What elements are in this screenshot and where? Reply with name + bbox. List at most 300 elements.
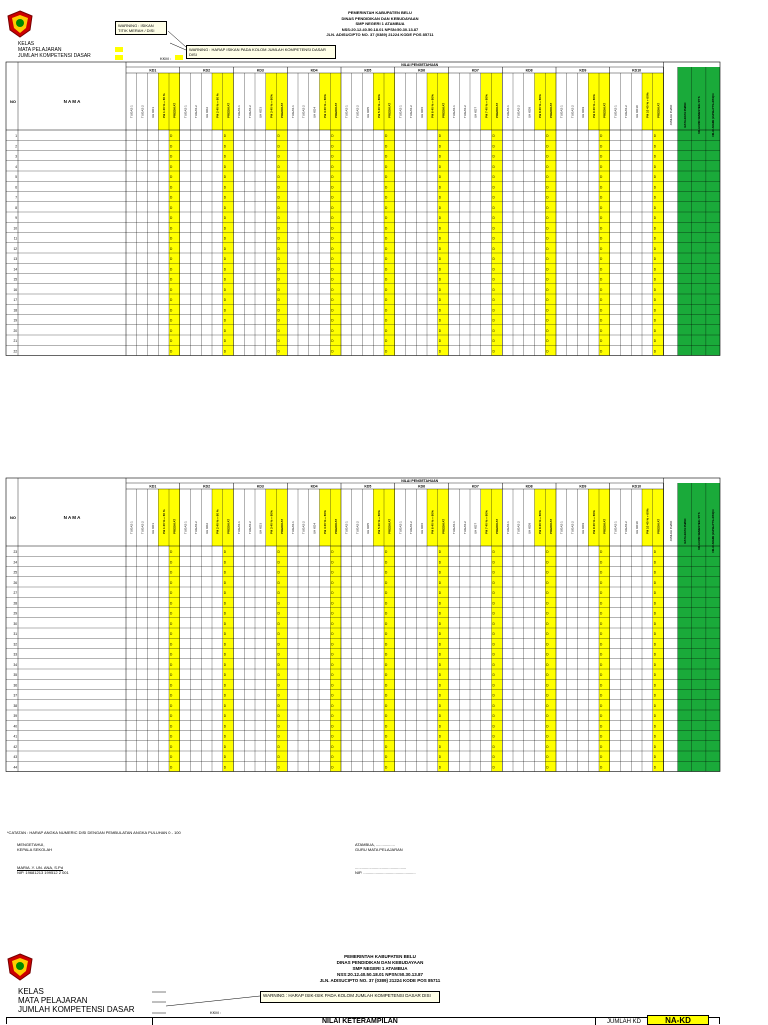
row-number: 44 [13,765,17,770]
sub-header: PREDIKAT [387,102,392,118]
predikat-cell: D [600,560,603,565]
sub-header: PREDIKAT [602,102,607,118]
predikat-cell: D [331,144,334,149]
predikat-cell: D [170,226,173,231]
sub-header: TUGAS 1 [613,521,618,534]
predikat-cell: D [492,134,495,139]
predikat-cell: D [223,195,227,200]
predikat-cell: D [385,673,388,678]
predikat-cell: D [653,226,657,231]
predikat-cell: D [223,570,227,575]
header-line-3: SMP NEGERI 1 ATAMBUA [355,21,405,26]
predikat-cell: D [331,570,334,575]
header-line-4: NSS:20.12.40.50.18.01 NPSN:50.30.13.87 [341,26,419,32]
row-number: 7 [15,195,17,200]
row-number: 11 [13,236,17,241]
predikat-cell: D [653,328,657,333]
predikat-cell: D [170,154,173,159]
sub-header: UH KD2 [204,106,209,118]
row-number: 1 [15,134,17,139]
row-number: 36 [13,683,17,688]
sub-header: PREDIKAT [226,102,231,118]
predikat-cell: D [546,308,549,313]
sub-header: TUGAS 2 [624,105,629,118]
predikat-cell: D [170,601,173,606]
sub-header: TUGAS 1 [398,105,403,118]
predikat-cell: D [653,621,657,626]
kd-header: KD4 [310,484,318,489]
predikat-cell: D [170,560,173,565]
predikat-cell: D [546,580,549,585]
row-number: 18 [13,308,17,313]
row-number: 4 [15,164,17,169]
predikat-cell: D [653,714,657,719]
predikat-cell: D [438,144,442,149]
predikat-cell: D [331,205,334,210]
predikat-cell: D [331,673,334,678]
predikat-cell: D [331,580,334,585]
predikat-cell: D [653,570,657,575]
predikat-cell: D [438,580,442,585]
predikat-cell: D [653,662,657,667]
no-header: NO [10,515,16,520]
sub-header: TUGAS 1 [613,105,618,118]
predikat-cell: D [331,308,334,313]
row-number: 16 [13,287,17,292]
predikat-cell: D [653,673,657,678]
predikat-cell: D [438,591,442,596]
predikat-cell: D [331,744,334,749]
sub-header: TUGAS 2 [301,105,306,118]
sub-header: PREDIKAT [172,518,177,534]
predikat-cell: D [170,591,173,596]
predikat-cell: D [170,611,173,616]
predikat-cell: D [170,621,173,626]
predikat-cell: D [600,277,603,282]
predikat-cell: D [492,195,495,200]
predikat-cell: D [653,308,657,313]
predikat-cell: D [600,703,603,708]
sub-header: UH KD8 [527,106,532,118]
predikat-cell: D [277,734,280,739]
predikat-cell: D [385,236,388,241]
row-number: 38 [13,703,17,708]
sub-header: TUGAS 1 [237,521,242,534]
predikat-cell: D [438,550,442,555]
predikat-cell: D [492,226,495,231]
predikat-cell: D [600,164,603,169]
kd-header: KD2 [203,68,211,73]
predikat-cell: D [385,611,388,616]
predikat-cell: D [170,185,173,190]
predikat-cell: D [277,765,280,770]
predikat-cell: D [277,298,280,303]
sub-header: PH 10 40 % + 60% [645,508,650,534]
predikat-cell: D [331,591,334,596]
predikat-cell: D [653,257,657,262]
predikat-cell: D [492,550,495,555]
sub-header: PH 3 40 % + 60% [269,94,274,118]
predikat-cell: D [438,349,442,354]
predikat-cell: D [170,673,173,678]
predikat-cell: D [492,765,495,770]
sub-header: TUGAS 2 [409,105,414,118]
predikat-cell: D [223,601,227,606]
predikat-cell: D [546,755,549,760]
predikat-cell: D [170,205,173,210]
predikat-cell: D [600,642,603,647]
predikat-cell: D [170,277,173,282]
sub-header: PREDIKAT [333,518,338,534]
label-kkm-2: KKM : [210,1010,221,1015]
predikat-cell: D [600,734,603,739]
predikat-cell: D [546,318,549,323]
predikat-cell: D [223,765,227,770]
predikat-cell: D [331,724,334,729]
sub-header: TUGAS 2 [140,105,145,118]
row-number: 31 [13,632,17,637]
predikat-cell: D [438,611,442,616]
predikat-cell: D [223,216,227,221]
predikat-cell: D [385,185,388,190]
predikat-cell: D [492,339,495,344]
predikat-cell: D [223,328,227,333]
predikat-cell: D [546,339,549,344]
warning-bottom-text: WARNING : HARAP ISIK-ISIK PADA KOLOM JUMLAH KOMPETENSI DASAR DISI [263,993,431,998]
predikat-cell: D [385,205,388,210]
sub-header: UH KD9 [581,106,586,118]
kd-header: KD3 [256,68,264,73]
row-number: 39 [13,714,17,719]
row-number: 13 [13,257,17,262]
predikat-cell: D [653,560,657,565]
predikat-cell: D [385,349,388,354]
predikat-cell: D [170,755,173,760]
predikat-cell: D [277,246,280,251]
predikat-cell: D [600,257,603,262]
predikat-cell: D [600,611,603,616]
predikat-cell: D [600,339,603,344]
predikat-cell: D [331,226,334,231]
sub-header: TUGAS 1 [559,105,564,118]
predikat-cell: D [653,175,657,180]
predikat-cell: D [653,318,657,323]
nama-header: N A M A [63,99,81,104]
summary-header: NILAI AKHIR (2xPH+PTS+PAS)/4 [711,509,716,553]
sub-header: UH KD10 [634,105,639,118]
predikat-cell: D [170,349,173,354]
predikat-cell: D [546,601,549,606]
sub-header: PH 10 40 % + 60% [645,92,650,118]
predikat-cell: D [546,591,549,596]
predikat-cell: D [170,765,173,770]
predikat-cell: D [653,693,657,698]
predikat-cell: D [600,328,603,333]
predikat-cell: D [385,744,388,749]
predikat-cell: D [438,632,442,637]
predikat-cell: D [277,308,280,313]
row-number: 24 [13,560,17,565]
predikat-cell: D [223,298,227,303]
sub-header: PREDIKAT [387,518,392,534]
predikat-cell: D [277,755,280,760]
predikat-cell: D [492,632,495,637]
summary-header: NILAI MID SEMESTER / PTS [697,512,702,550]
predikat-cell: D [170,693,173,698]
predikat-cell: D [600,662,603,667]
predikat-cell: D [600,580,603,585]
predikat-cell: D [546,765,549,770]
predikat-cell: D [653,154,657,159]
predikat-cell: D [492,703,495,708]
predikat-cell: D [653,642,657,647]
predikat-cell: D [385,550,388,555]
predikat-cell: D [653,246,657,251]
sub-header: PH 1 40 % + 60 % [161,509,166,534]
sub-header: TUGAS 2 [355,105,360,118]
sub-header: TUGAS 1 [129,105,134,118]
row-number: 2 [15,144,17,149]
sub-header: UH KD3 [258,106,263,118]
predikat-cell: D [438,267,442,272]
label-mapel-2: MATA PELAJARAN [18,996,88,1005]
sub-header: PH 7 40 % + 60% [484,510,489,534]
predikat-cell: D [223,236,227,241]
sub-header: TUGAS 2 [570,521,575,534]
predikat-cell: D [438,236,442,241]
predikat-cell: D [438,755,442,760]
predikat-cell: D [653,339,657,344]
predikat-cell: D [600,287,603,292]
predikat-cell: D [277,662,280,667]
predikat-cell: D [492,349,495,354]
sub-header: PREDIKAT [656,518,661,534]
predikat-cell: D [223,693,227,698]
predikat-cell: D [385,693,388,698]
predikat-cell: D [492,154,495,159]
predikat-cell: D [277,652,280,657]
predikat-cell: D [653,652,657,657]
predikat-cell: D [385,298,388,303]
sub-header: PH 7 40 % + 60% [484,94,489,118]
sub-header: PH 2 40 % + 60 % [215,509,220,534]
predikat-cell: D [653,755,657,760]
predikat-cell: D [438,318,442,323]
predikat-cell: D [170,287,173,292]
predikat-cell: D [653,287,657,292]
predikat-cell: D [223,175,227,180]
predikat-cell: D [170,652,173,657]
predikat-cell: D [223,257,227,262]
kd-header: KD7 [471,68,479,73]
predikat-cell: D [438,164,442,169]
predikat-cell: D [223,349,227,354]
summary-header: JUMLAH PH/KD [668,104,673,126]
predikat-cell: D [385,662,388,667]
sub-header: TUGAS 1 [559,521,564,534]
predikat-cell: D [600,673,603,678]
predikat-cell: D [277,570,280,575]
predikat-cell: D [492,621,495,626]
kd-header: KD1 [149,484,157,489]
row-number: 14 [13,267,17,272]
predikat-cell: D [223,550,227,555]
predikat-cell: D [653,349,657,354]
predikat-cell: D [223,164,227,169]
sub-header: TUGAS 2 [462,105,467,118]
predikat-cell: D [492,570,495,575]
predikat-cell: D [492,308,495,313]
predikat-cell: D [277,580,280,585]
sub-header: PH 5 40 % + 60% [376,510,381,534]
predikat-cell: D [277,236,280,241]
predikat-cell: D [653,683,657,688]
predikat-cell: D [546,703,549,708]
predikat-cell: D [277,621,280,626]
predikat-cell: D [546,164,549,169]
predikat-cell: D [223,277,227,282]
predikat-cell: D [277,287,280,292]
sub-header: PREDIKAT [602,518,607,534]
sub-header: PREDIKAT [280,102,285,118]
predikat-cell: D [600,693,603,698]
row-number: 20 [13,328,17,333]
predikat-cell: D [546,662,549,667]
predikat-cell: D [331,632,334,637]
nilai-pengetahuan-title: NILAI PENGETAHUAN [401,62,439,67]
predikat-cell: D [331,662,334,667]
sub-header: UH KD4 [312,522,317,534]
predikat-cell: D [385,175,388,180]
sub-header: UH KD8 [527,522,532,534]
na-kd-label: NA-KD [647,1015,709,1025]
sub-header: PREDIKAT [280,518,285,534]
predikat-cell: D [438,652,442,657]
row-number: 26 [13,580,17,585]
guru-name: .............................................. [355,865,407,870]
predikat-cell: D [653,734,657,739]
row-number: 25 [13,570,17,575]
predikat-cell: D [492,298,495,303]
predikat-cell: D [223,205,227,210]
sub-header: TUGAS 2 [516,105,521,118]
header2-line-1: PEMERINTAH KABUPATEN BELU [344,954,416,959]
kd-header: KD8 [525,484,533,489]
row-number: 17 [13,298,17,303]
predikat-cell: D [546,134,549,139]
sub-header: TUGAS 2 [247,521,252,534]
predikat-cell: D [546,287,549,292]
sub-header: TUGAS 2 [194,521,199,534]
predikat-cell: D [170,267,173,272]
predikat-cell: D [492,642,495,647]
kepala-name: MARIA .Y. UN. ANA, S.Pd [17,865,63,870]
kd-header: KD5 [364,68,372,73]
predikat-cell: D [385,154,388,159]
predikat-cell: D [331,652,334,657]
predikat-cell: D [492,755,495,760]
predikat-cell: D [277,175,280,180]
sub-header: PH 9 40 % + 60% [591,94,596,118]
predikat-cell: D [653,144,657,149]
row-number: 30 [13,621,17,626]
row-number: 34 [13,662,17,667]
row-number: 12 [13,246,17,251]
predikat-cell: D [277,277,280,282]
sub-header: TUGAS 1 [344,521,349,534]
predikat-cell: D [277,267,280,272]
sub-header: PREDIKAT [333,102,338,118]
sub-header: PREDIKAT [495,518,500,534]
sub-header: PREDIKAT [172,102,177,118]
predikat-cell: D [331,236,334,241]
sub-header: UH KD2 [204,522,209,534]
predikat-cell: D [223,339,227,344]
predikat-cell: D [546,642,549,647]
no-header: NO [10,99,16,104]
predikat-cell: D [223,621,227,626]
predikat-cell: D [546,226,549,231]
predikat-cell: D [438,339,442,344]
predikat-cell: D [600,226,603,231]
predikat-cell: D [385,134,388,139]
predikat-cell: D [546,154,549,159]
predikat-cell: D [385,267,388,272]
predikat-cell: D [385,308,388,313]
predikat-cell: D [492,164,495,169]
predikat-cell: D [223,703,227,708]
predikat-cell: D [492,683,495,688]
predikat-cell: D [492,205,495,210]
sub-header: PREDIKAT [441,102,446,118]
predikat-cell: D [223,714,227,719]
sub-header: UH KD4 [312,106,317,118]
predikat-cell: D [385,226,388,231]
guru-label: GURU MATA PELAJARAN [355,847,403,852]
predikat-cell: D [438,601,442,606]
predikat-cell: D [438,185,442,190]
predikat-cell: D [277,339,280,344]
predikat-cell: D [653,580,657,585]
predikat-cell: D [438,560,442,565]
predikat-cell: D [438,714,442,719]
predikat-cell: D [600,621,603,626]
predikat-cell: D [546,714,549,719]
sub-header: PH 4 40 % + 60% [323,510,328,534]
predikat-cell: D [546,277,549,282]
predikat-cell: D [170,246,173,251]
predikat-cell: D [331,642,334,647]
predikat-cell: D [546,328,549,333]
sub-header: UH KD1 [151,106,156,118]
predikat-cell: D [277,144,280,149]
predikat-cell: D [438,298,442,303]
row-number: 15 [13,277,17,282]
predikat-cell: D [492,318,495,323]
predikat-cell: D [492,246,495,251]
predikat-cell: D [331,755,334,760]
predikat-cell: D [331,277,334,282]
header2-line-5: JLN. ADISUCIPTO NO. 37 (0389) 21224 KODE POS 85711 [319,978,441,983]
predikat-cell: D [546,560,549,565]
predikat-cell: D [492,287,495,292]
predikat-cell: D [653,164,657,169]
predikat-cell: D [546,236,549,241]
predikat-cell: D [653,703,657,708]
sub-header: PH 8 40 % + 60% [538,94,543,118]
predikat-cell: D [546,611,549,616]
row-number: 6 [15,185,17,190]
